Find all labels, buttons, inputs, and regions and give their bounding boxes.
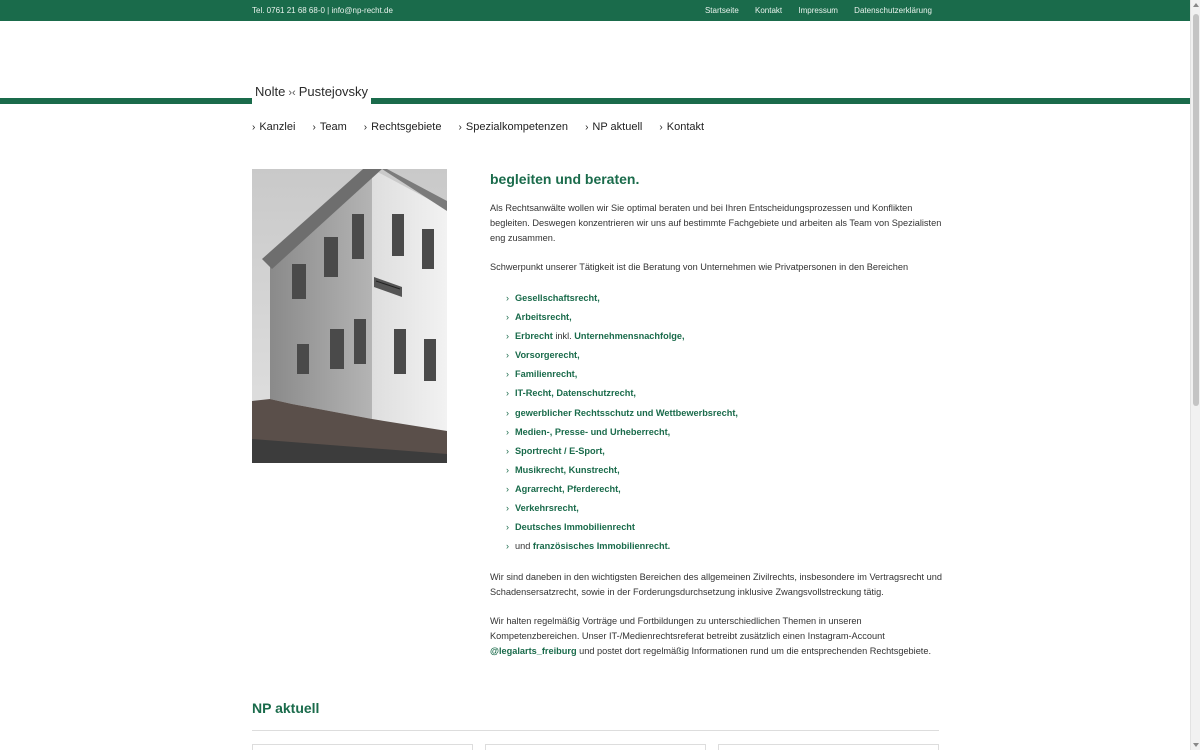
chevron-right-icon: › [506, 331, 509, 342]
chevron-right-icon: › [363, 122, 368, 133]
logo-separator: ›‹ [288, 87, 296, 99]
top-link-startseite[interactable]: Startseite [704, 6, 739, 15]
list-item [506, 442, 942, 461]
chevron-right-icon: › [506, 445, 509, 456]
intro-content [490, 172, 942, 673]
practice-area-link[interactable]: Sportrecht / E-Sport, [515, 445, 605, 456]
logo-name-right: Pustejovsky [298, 84, 369, 99]
chevron-right-icon: › [506, 426, 509, 437]
main-navigation [252, 121, 718, 133]
chevron-right-icon: › [506, 369, 509, 380]
nav-item-spezialkompetenzen[interactable]: › Spezialkompetenzen [458, 121, 568, 133]
chevron-right-icon: › [585, 122, 589, 133]
paragraph-text: Wir halten regelmäßig Vorträge und Fortbildungen zu unterschiedlichen Themen in unseren Kompetenzbereichen. Unser IT-/Medienrechtsreferat betreibt zusätzlich einen Instagram-Account [490, 616, 885, 642]
nav-item-team[interactable]: › Team [312, 121, 347, 133]
chevron-right-icon: › [458, 122, 462, 133]
list-text: und [515, 541, 533, 552]
list-item [506, 499, 942, 518]
intro-paragraph-2: Schwerpunkt unserer Tätigkeit ist die Beratung von Unternehmen wie Privatpersonen in den Bereichen [490, 262, 909, 272]
instagram-link[interactable]: @legalarts_freiburg [490, 646, 577, 657]
list-item [506, 461, 942, 480]
scroll-up-icon[interactable] [1193, 3, 1199, 7]
building-illustration [252, 169, 447, 463]
contact-info[interactable]: Tel. 0761 21 68 68-0 | info@np-recht.de [252, 6, 393, 15]
top-link-datenschutz[interactable]: Datenschutzerklärung [854, 6, 932, 15]
paragraph-text: und postet dort regelmäßig Informationen rund um die entsprechenden Rechtsgebiete. [576, 646, 932, 657]
chevron-right-icon: › [506, 503, 509, 514]
chevron-right-icon: › [659, 122, 663, 133]
practice-areas-list [506, 289, 942, 556]
practice-area-link[interactable]: Vorsorgerecht, [515, 350, 580, 361]
practice-area-link[interactable]: Musikrecht, Kunstrecht, [515, 464, 620, 475]
practice-area-link[interactable]: französisches Immobilienrecht. [532, 541, 671, 552]
list-item [506, 423, 942, 442]
top-navigation [691, 6, 932, 15]
nav-item-kontakt[interactable]: › Kontakt [659, 121, 705, 133]
top-link-impressum[interactable]: Impressum [798, 6, 838, 15]
list-item [506, 327, 942, 346]
scrollbar-thumb[interactable] [1193, 14, 1199, 406]
chevron-right-icon: › [506, 483, 509, 494]
header-rule [0, 98, 1190, 104]
list-item [506, 480, 942, 499]
practice-area-link[interactable]: Arbeitsrecht, [515, 312, 572, 323]
nav-item-np-aktuell[interactable]: › NP aktuell [585, 121, 643, 133]
list-item [506, 518, 942, 537]
practice-area-link[interactable]: Familienrecht, [515, 369, 578, 380]
chevron-right-icon: › [506, 293, 509, 303]
list-item [506, 537, 942, 556]
list-item [506, 365, 942, 384]
site-logo[interactable] [252, 82, 371, 106]
list-item [506, 308, 942, 327]
practice-area-link[interactable]: Gesellschaftsrecht, [515, 293, 600, 303]
intro-paragraph-4 [490, 614, 942, 659]
chevron-right-icon: › [506, 388, 509, 399]
top-link-kontakt[interactable]: Kontakt [755, 6, 783, 15]
intro-heading: begleiten und beraten. [490, 171, 640, 187]
practice-area-link[interactable]: Erbrecht [515, 331, 553, 342]
list-text: inkl. [552, 331, 575, 342]
chevron-right-icon: › [506, 541, 509, 552]
chevron-right-icon: › [506, 350, 509, 361]
chevron-right-icon: › [506, 464, 509, 475]
scroll-down-icon[interactable] [1193, 743, 1199, 747]
list-item [506, 289, 942, 308]
chevron-right-icon: › [506, 407, 509, 418]
list-item [506, 346, 942, 365]
news-section-title: NP aktuell [252, 700, 320, 716]
office-building-photo [252, 169, 447, 463]
list-item [506, 404, 942, 423]
logo-name-left: Nolte [255, 84, 286, 99]
practice-area-link[interactable]: IT-Recht, Datenschutzrecht, [515, 388, 636, 399]
news-divider [252, 730, 939, 731]
practice-area-link[interactable]: Unternehmensnachfolge, [574, 331, 685, 342]
chevron-right-icon: › [312, 122, 316, 133]
list-item [506, 384, 942, 403]
nav-item-kanzlei[interactable]: › Kanzlei [252, 121, 296, 133]
nav-item-rechtsgebiete[interactable]: › Rechtsgebiete [363, 121, 442, 133]
page-scrollbar[interactable] [1190, 0, 1200, 750]
chevron-right-icon: › [506, 312, 509, 323]
intro-paragraph-1: Als Rechtsanwälte wollen wir Sie optimal beraten und bei Ihren Entscheidungsprozessen und Konflikten begleiten. Deswegen konzentrieren wir uns auf bestimmte Fachgebiete und arbeiten als Team von Spezialisten eng zusammen. [490, 203, 942, 243]
chevron-right-icon: › [252, 122, 256, 133]
practice-area-link[interactable]: Verkehrsrecht, [515, 503, 579, 514]
news-card[interactable] [252, 744, 473, 750]
practice-area-link[interactable]: Agrarrecht, Pferderecht, [515, 483, 621, 494]
practice-area-link[interactable]: Medien-, Presse- und Urheberrecht, [515, 426, 671, 437]
practice-area-link[interactable]: Deutsches Immobilienrecht [515, 522, 635, 533]
top-bar [0, 0, 1190, 21]
chevron-right-icon: › [506, 522, 509, 533]
intro-paragraph-3: Wir sind daneben in den wichtigsten Bereichen des allgemeinen Zivilrechts, insbesondere im Vertragsrecht und Schadensersatzrecht, sowie in der Forderungsdurchsetzung inklusive Zwangsvollstreckung tätig. [490, 572, 942, 598]
practice-area-link[interactable]: gewerblicher Rechtsschutz und Wettbewerbsrecht, [515, 407, 738, 418]
news-card[interactable] [718, 744, 939, 750]
news-card[interactable] [485, 744, 706, 750]
